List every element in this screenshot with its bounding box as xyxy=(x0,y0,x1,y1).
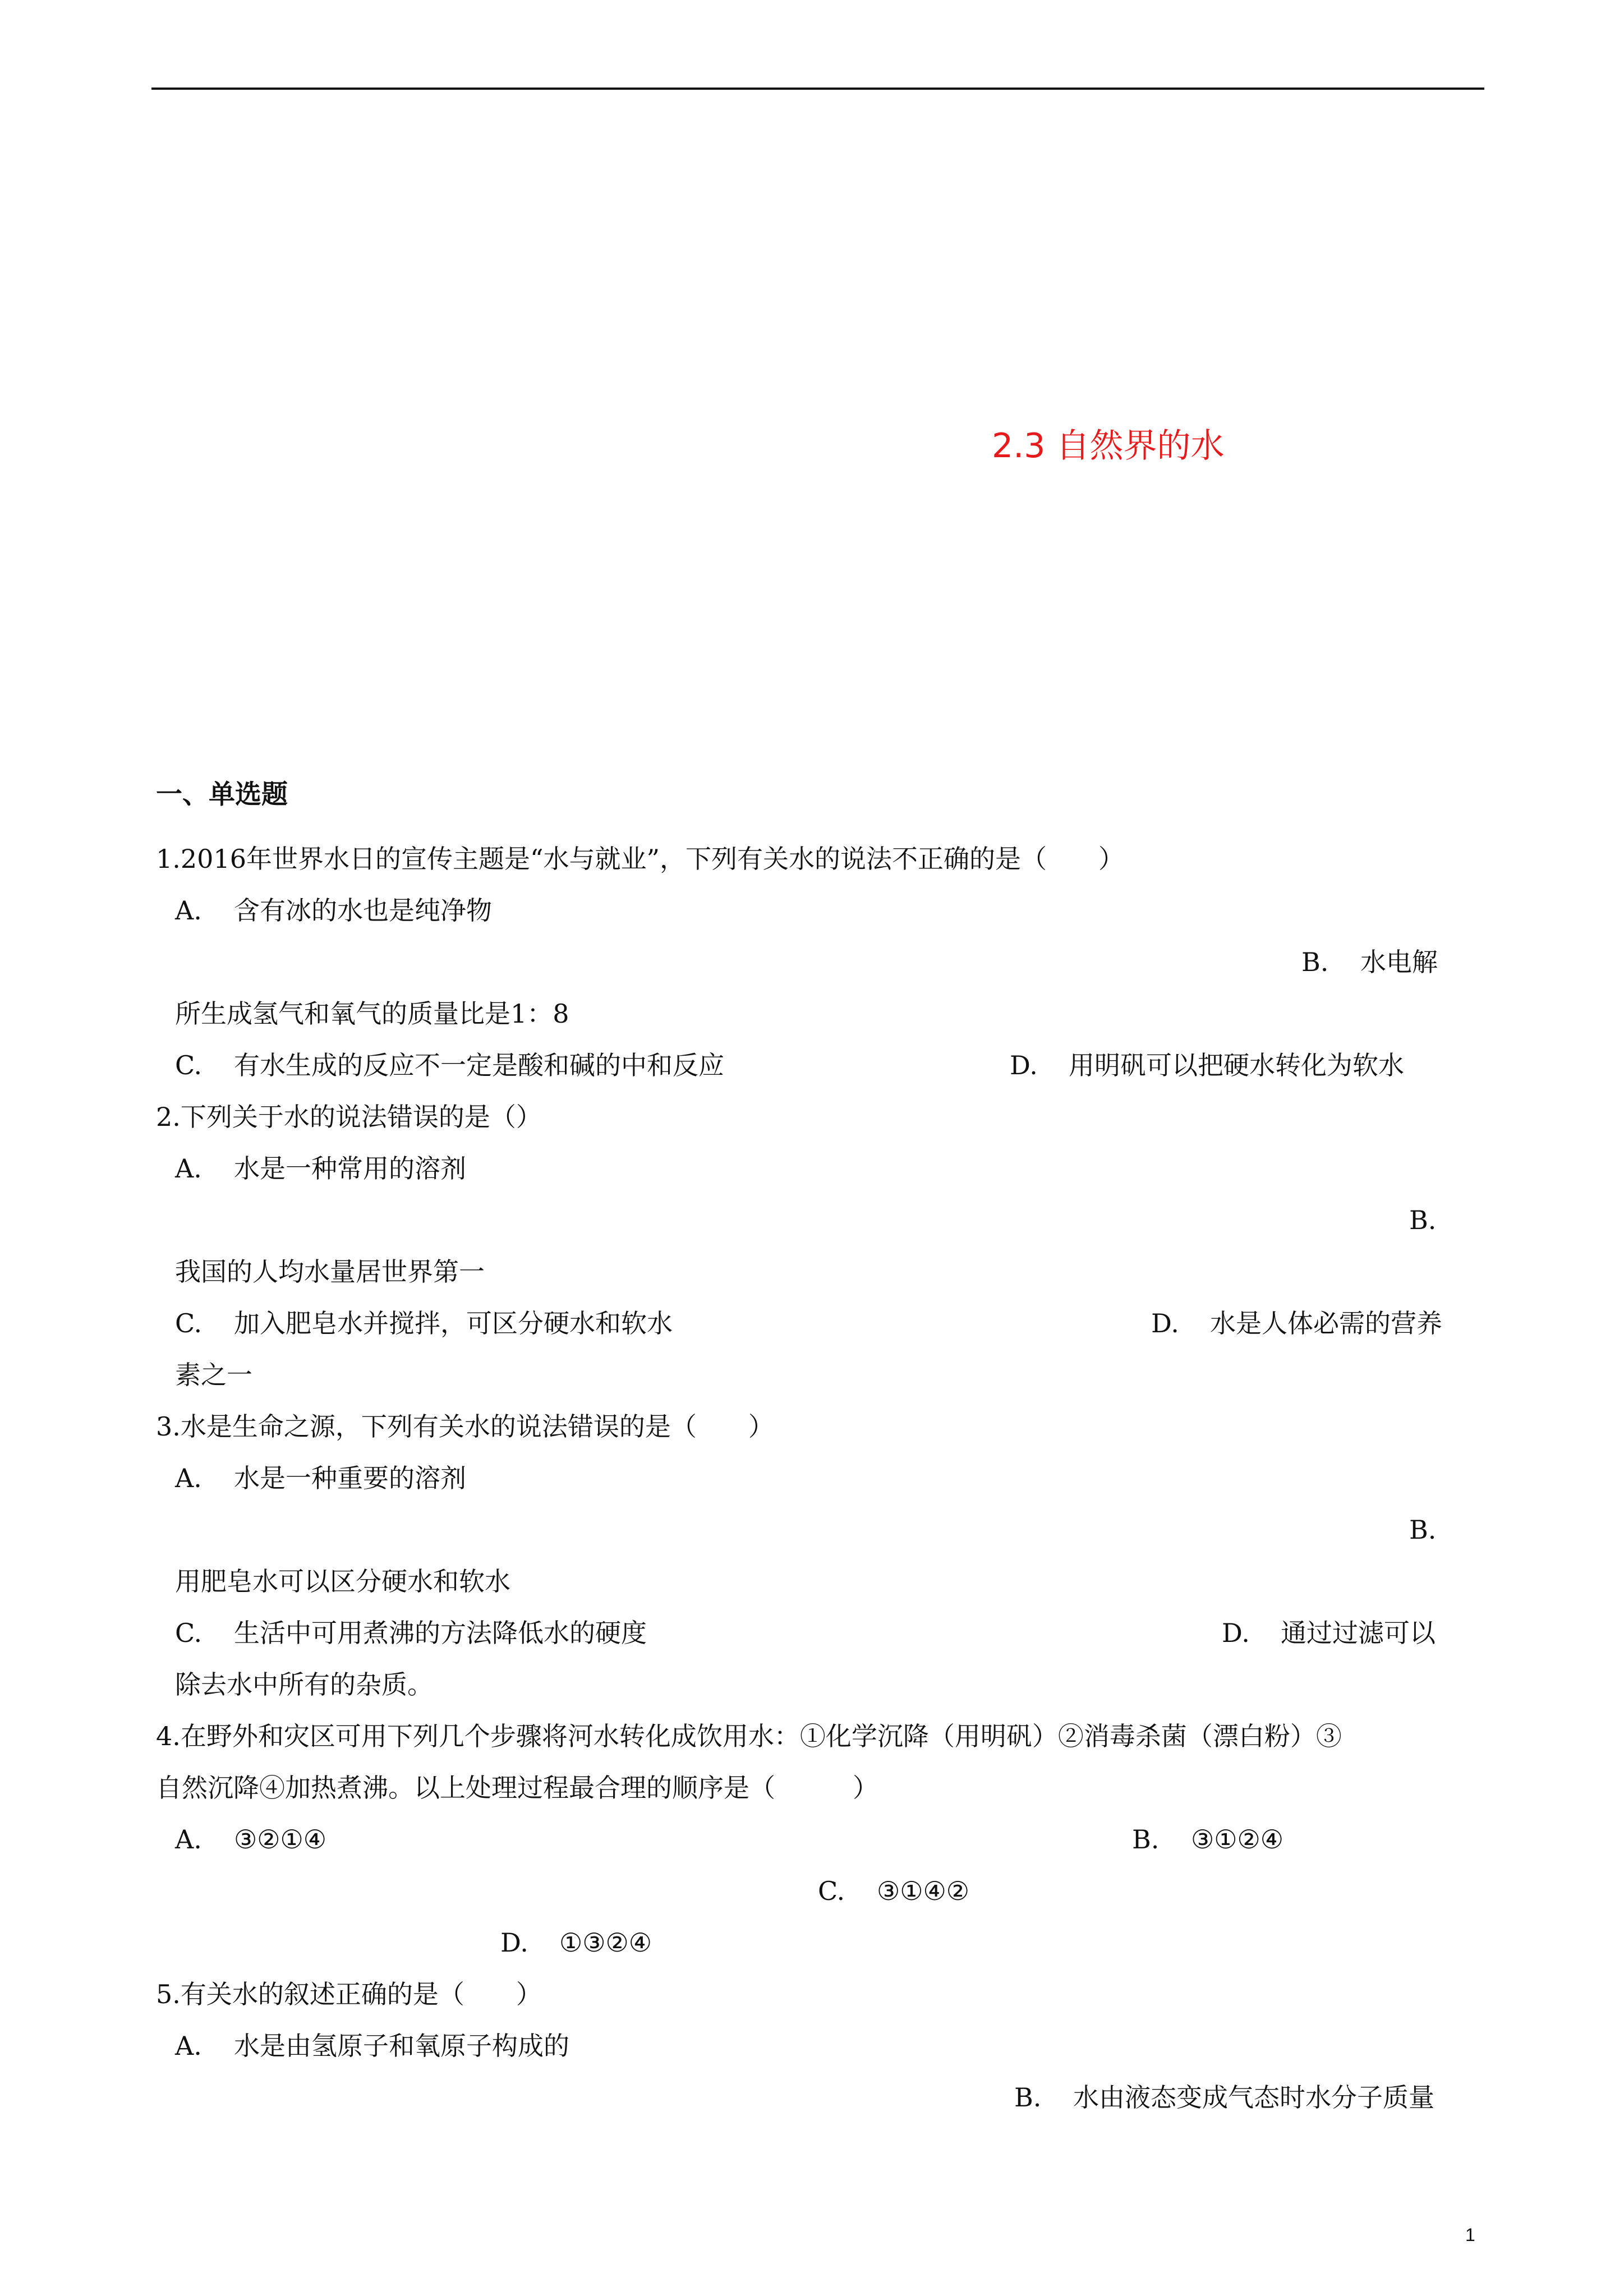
q2-option-b[interactable]: B. xyxy=(1409,1205,1437,1235)
option-text: ③①②④ xyxy=(1191,1824,1283,1855)
q1-option-b[interactable] xyxy=(1301,949,1438,975)
option-label: A. xyxy=(175,1463,202,1493)
q5-stem: 5.有关水的叙述正确的是（ ） xyxy=(156,1979,542,2009)
option-label: A. xyxy=(175,895,202,926)
option-text: 水是一种重要的溶剂 xyxy=(234,1463,466,1493)
option-text: 水由液态变成气态时水分子质量 xyxy=(1073,2082,1434,2113)
option-label: B. xyxy=(1301,947,1329,977)
option-text: 水是一种常用的溶剂 xyxy=(234,1153,466,1184)
option-label: C. xyxy=(175,1308,203,1338)
q3-stem: 3.水是生命之源，下列有关水的说法错误的是（ ） xyxy=(156,1411,774,1442)
option-text: 用明矾可以把硬水转化为软水 xyxy=(1069,1050,1404,1080)
q4-option-d[interactable] xyxy=(500,1927,652,1958)
option-text: 水电解 xyxy=(1360,947,1438,977)
option-label: C. xyxy=(175,1050,203,1080)
option-label: D. xyxy=(500,1927,528,1958)
q1-option-c[interactable] xyxy=(175,1052,724,1078)
q4-stem-cont: 自然沉降④加热煮沸。以上处理过程最合理的顺序是（ ） xyxy=(156,1773,878,1803)
q4-option-a[interactable] xyxy=(175,1824,326,1855)
option-label: D. xyxy=(1222,1618,1250,1648)
option-label: C. xyxy=(175,1618,203,1648)
option-label: C. xyxy=(818,1876,845,1906)
q2-option-d[interactable] xyxy=(1151,1310,1442,1336)
q4-option-b[interactable] xyxy=(1132,1824,1283,1855)
q3-option-c[interactable] xyxy=(175,1620,647,1646)
q3-option-b[interactable]: B. xyxy=(1409,1515,1437,1545)
q1-stem: 1.2016年世界水日的宣传主题是“水与就业”，下列有关水的说法不正确的是（ ） xyxy=(156,844,1124,874)
q4-option-c[interactable] xyxy=(818,1878,969,1904)
option-text: 含有冰的水也是纯净物 xyxy=(234,895,492,926)
q5-option-a[interactable] xyxy=(175,2033,569,2059)
header-rule xyxy=(151,88,1484,90)
q1-option-d[interactable] xyxy=(1010,1052,1404,1078)
option-label: B. xyxy=(1132,1824,1160,1855)
option-text: 加入肥皂水并搅拌，可区分硬水和软水 xyxy=(234,1308,673,1338)
q1-option-a[interactable] xyxy=(175,895,492,926)
option-text: ③②①④ xyxy=(234,1824,326,1855)
page-title: 2.3 自然界的水 xyxy=(992,426,1225,466)
q2-option-c[interactable] xyxy=(175,1310,673,1336)
q3-option-d[interactable] xyxy=(1222,1620,1436,1646)
q5-option-b[interactable] xyxy=(1014,2082,1434,2113)
q2-option-b-cont: 我国的人均水量居世界第一 xyxy=(175,1257,485,1287)
option-label: A. xyxy=(175,1824,202,1855)
page-number: 1 xyxy=(1465,2225,1475,2245)
option-text: 水是人体必需的营养 xyxy=(1210,1308,1442,1338)
option-text: ①③②④ xyxy=(559,1927,652,1958)
option-text: 通过过滤可以 xyxy=(1281,1618,1436,1648)
option-text: 有水生成的反应不一定是酸和碱的中和反应 xyxy=(234,1050,724,1080)
q3-option-b-cont: 用肥皂水可以区分硬水和软水 xyxy=(175,1566,510,1596)
q2-stem: 2.下列关于水的说法错误的是（） xyxy=(156,1102,542,1132)
q3-option-a[interactable] xyxy=(175,1465,466,1491)
option-text: ③①④② xyxy=(877,1876,969,1906)
option-label: A. xyxy=(175,2031,202,2061)
option-label: B. xyxy=(1014,2082,1042,2113)
section-heading: 一、单选题 xyxy=(156,779,288,810)
option-text: 水是由氢原子和氧原子构成的 xyxy=(234,2031,569,2061)
q3-option-d-cont: 除去水中所有的杂质。 xyxy=(175,1669,433,1700)
option-label: A. xyxy=(175,1153,202,1184)
option-label: D. xyxy=(1010,1050,1038,1080)
q4-stem: 4.在野外和灾区可用下列几个步骤将河水转化成饮用水：①化学沉降（用明矾）②消毒杀菌（漂白粉）③ xyxy=(156,1721,1342,1751)
option-text: 生活中可用煮沸的方法降低水的硬度 xyxy=(234,1618,647,1648)
q1-option-b-cont: 所生成氢气和氧气的质量比是1：8 xyxy=(175,999,569,1029)
q2-option-d-cont: 素之一 xyxy=(175,1360,252,1390)
option-label: D. xyxy=(1151,1308,1179,1338)
q2-option-a[interactable] xyxy=(175,1153,466,1184)
